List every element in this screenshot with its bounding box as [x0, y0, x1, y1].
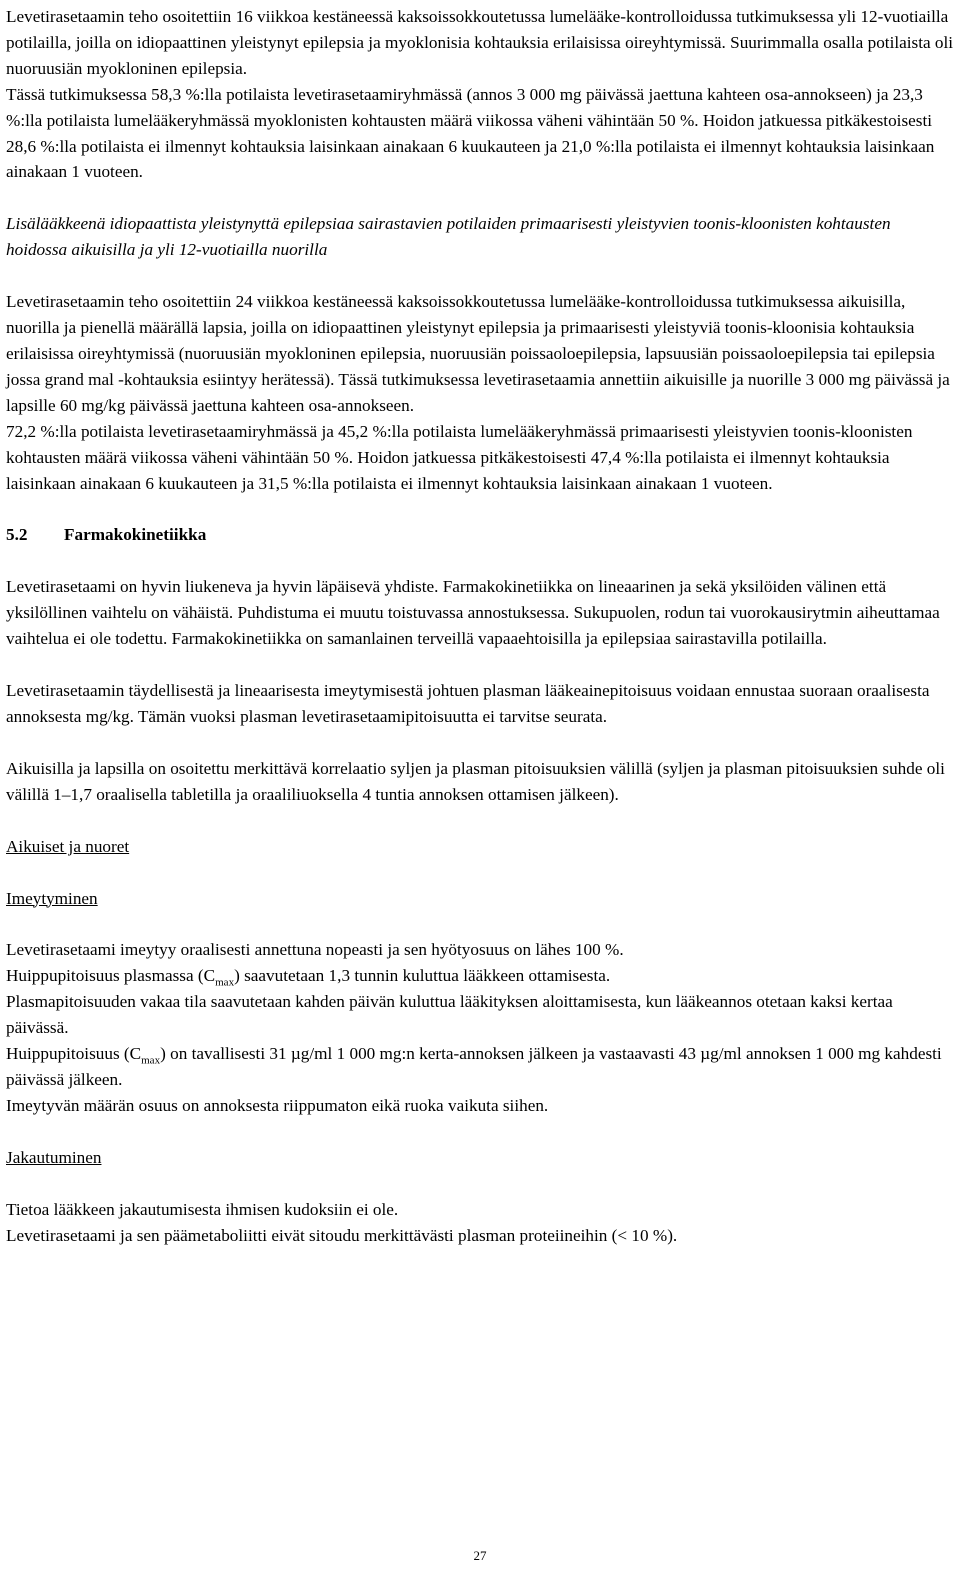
absorption-line-2-post: ) saavutetaan 1,3 tunnin kuluttua lääkkeen ottamisesta.	[234, 966, 611, 986]
absorption-line-5: Imeytyvän määrän osuus on annoksesta riippumaton eikä ruoka vaikuta siihen.	[6, 1095, 549, 1115]
section-title: Farmakokinetiikka	[64, 525, 207, 545]
distribution-block	[6, 1197, 954, 1249]
paragraph-tonic-clonic-results: 72,2 %:lla potilaista levetirasetaamiryhmässä ja 45,2 %:lla potilaista lumelääkeryhmässä primaarisesti yleistyvien toonis-kloonisten kohtausten määrä viikossa väheni vähintään 50 %. Hoidon jatkuessa pitkäkestoisesti 47,4 %:lla potilaista ei ilmennyt kohtauksia laisinkaan ainakaan 6 kuukauteen ja 31,5 %:lla potilaista ei ilmennyt kohtauksia laisinkaan ainakaan 1 vuoteen.	[6, 421, 913, 493]
absorption-line-3: Plasmapitoisuuden vakaa tila saavutetaan kahden päivän kuluttua lääkityksen aloittamisesta, kun lääkeannos otetaan kaksi kertaa päivässä.	[6, 992, 893, 1038]
absorption-line-4-pre: Huippupitoisuus (C	[6, 1044, 142, 1064]
paragraph-pk-general: Levetirasetaami on hyvin liukeneva ja hyvin läpäisevä yhdiste. Farmakokinetiikka on lineaarinen ja sekä yksilöiden välinen että yksilöllinen vaihtelu on vähäistä. Puhdistuma ei muutu toistuvassa annostuksessa. Sukupuolen, rodun tai vuorokausirytmin aiheuttamaa vaihtelua ei ole todettu. Farmakokinetiikka on samanlainen terveillä vapaaehtoisilla ja epilepsiaa sairastavilla potilailla.	[6, 577, 940, 649]
paragraph-myoclonic-results: Tässä tutkimuksessa 58,3 %:lla potilaista levetirasetaamiryhmässä (annos 3 000 mg päivässä jaettuna kahteen osa-annokseen) ja 23,3 %:lla potilaista lumelääkeryhmässä myoklonisten kohtausten määrä viikossa väheni vähintään 50 %. Hoidon jatkuessa pitkäkestoisesti 28,6 %:lla potilaista ei ilmennyt kohtauksia laisinkaan ainakaan 6 kuukauteen ja 21,0 %:lla potilaista ei ilmennyt kohtauksia laisinkaan ainakaan 1 vuoteen.	[6, 84, 935, 182]
absorption-line-1: Levetirasetaami imeytyy oraalisesti annettuna nopeasti ja sen hyötyosuus on lähes 100 %.	[6, 940, 624, 960]
cmax-subscript: max	[215, 976, 235, 989]
section-number: 5.2	[6, 525, 28, 545]
paragraph-myoclonic-study: Levetirasetaamin teho osoitettiin 16 viikkoa kestäneessä kaksoissokkoutetussa lumelääke-kontrolloidussa tutkimuksessa yli 12-vuotiailla potilailla, joilla on idiopaattinen yleistynyt epilepsia ja myoklonisia kohtauksia erilaisissa oireyhtymissä. Suurimmalla osalla potilaista oli nuoruusiän myokloninen epilepsia.	[6, 7, 954, 78]
absorption-line-2-pre: Huippupitoisuus plasmassa (C	[6, 966, 216, 986]
paragraph-tonic-clonic-study: Levetirasetaamin teho osoitettiin 24 viikkoa kestäneessä kaksoissokkoutetussa lumelääke-kontrolloidussa tutkimuksessa aikuisilla, nuorilla ja pienellä määrällä lapsia, joilla on idiopaattinen yleistynyt epilepsia ja primaarisesti yleistyviä toonis-kloonisia kohtauksia erilaisissa oireyhtymissä (nuoruusiän myokloninen epilepsia, nuoruusiän poissaoloepilepsia, lapsuusiän poissaoloepilepsia tai epilepsia jossa grand mal -kohtauksia esiintyy herätessä). Tässä tutkimuksessa levetirasetaamia annettiin aikuisille ja nuorille 3 000 mg päivässä ja lapsille 60 mg/kg päivässä jaettuna kahteen osa-annokseen.	[6, 292, 950, 415]
subheading-distribution: Jakautuminen	[6, 1147, 102, 1167]
paragraph-pk-saliva: Aikuisilla ja lapsilla on osoitettu merkittävä korrelaatio syljen ja plasman pitoisuuksien välillä (syljen ja plasman pitoisuuksien suhde oli välillä 1–1,7 oraalisella tabletilla ja oraaliliuoksella 4 tuntia annoksen ottamisen jälkeen).	[6, 758, 945, 804]
subheading-adults: Aikuiset ja nuoret	[6, 836, 130, 856]
absorption-line-4	[6, 1041, 954, 1093]
paragraph-pk-linear: Levetirasetaamin täydellisestä ja lineaarisesta imeytymisestä johtuen plasman lääkeainepitoisuus voidaan ennustaa suoraan oraalisesta annoksesta mg/kg. Tämän vuoksi plasman levetirasetaamipitoisuutta ei tarvitse seurata.	[6, 681, 930, 726]
distribution-line-2: Levetirasetaami ja sen päämetaboliitti eivät sitoudu merkittävästi plasman proteiineihin (< 10 %).	[6, 1225, 678, 1245]
subheading-absorption: Imeytyminen	[6, 888, 98, 908]
page-number: 27	[473, 1548, 487, 1563]
absorption-line-2	[6, 963, 954, 989]
section-heading	[6, 522, 954, 548]
italic-subheading-tonic-clonic: Lisälääkkeenä idiopaattista yleistynyttä epilepsiaa sairastavien potilaiden primaarisesti yleistyvien toonis-kloonisten kohtausten hoidossa aikuisilla ja yli 12-vuotiailla nuorilla	[6, 214, 891, 260]
absorption-line-4-post: ) on tavallisesti 31 µg/ml 1 000 mg:n kerta-annoksen jälkeen ja vastaavasti 43 µg/ml annoksen 1 000 mg kahdesti päivässä jälkeen.	[6, 1044, 942, 1089]
cmax-subscript: max	[141, 1054, 161, 1067]
distribution-line-1: Tietoa lääkkeen jakautumisesta ihmisen kudoksiin ei ole.	[6, 1199, 399, 1219]
absorption-block	[6, 937, 954, 1118]
